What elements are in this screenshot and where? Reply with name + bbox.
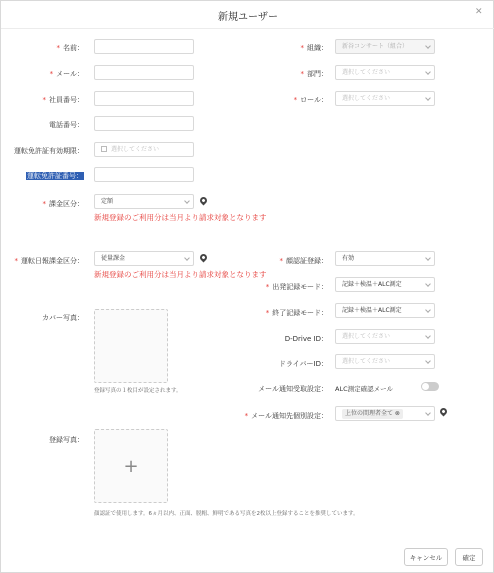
license-number-label: 運転免許証番号： bbox=[27, 172, 83, 180]
daily-report-billing-warning: 新規登録のご利用分は当月より請求対象となります bbox=[94, 270, 267, 279]
mail-target-select[interactable] bbox=[335, 406, 435, 421]
chevron-down-icon bbox=[425, 281, 431, 287]
phone-label: 電話番号： bbox=[49, 121, 84, 129]
location-pin-icon[interactable] bbox=[199, 196, 209, 206]
registration-photo-upload[interactable] bbox=[94, 429, 168, 503]
phone-input[interactable] bbox=[94, 116, 194, 131]
chevron-down-icon bbox=[184, 198, 190, 204]
chevron-down-icon bbox=[425, 410, 431, 416]
confirm-button[interactable]: 確定 bbox=[455, 548, 483, 566]
mail-setting-label: メール通知受取設定： bbox=[258, 385, 328, 393]
end-mode-label: * 終了記録モード： bbox=[265, 309, 328, 317]
location-pin-icon[interactable] bbox=[439, 407, 449, 417]
chevron-down-icon bbox=[425, 358, 431, 364]
license-expiry-datepicker[interactable]: 選択してください bbox=[94, 142, 194, 157]
mail-target-tag: 上位の間理者全て ⊗ bbox=[342, 409, 403, 419]
close-icon[interactable]: ✕ bbox=[475, 7, 483, 17]
name-label: * 名前： bbox=[56, 44, 84, 52]
license-number-input[interactable] bbox=[94, 167, 194, 182]
name-input[interactable] bbox=[94, 39, 194, 54]
mail-setting-text: ALC測定確認メール bbox=[335, 385, 393, 393]
chevron-down-icon bbox=[425, 333, 431, 339]
dialog-title: 新規ユーザー bbox=[218, 12, 278, 23]
d-drive-id-label: D-Drive ID： bbox=[284, 335, 328, 343]
registration-photo-label: 登録写真： bbox=[49, 436, 84, 444]
role-select[interactable]: 選択してください bbox=[335, 91, 435, 106]
driver-id-label: ドライバーID： bbox=[278, 360, 328, 368]
location-pin-icon[interactable] bbox=[199, 253, 209, 263]
email-input[interactable] bbox=[94, 65, 194, 80]
driver-id-select[interactable]: 選択してください bbox=[335, 354, 435, 369]
chevron-down-icon bbox=[425, 255, 431, 261]
billing-warning: 新規登録のご利用分は当月より請求対象となります bbox=[94, 213, 267, 222]
department-select[interactable]: 選択してください bbox=[335, 65, 435, 80]
registration-photo-note: 顔認証で使用します。6ヵ月以内、正面、脱帽、鮮明である写真を2枚以上登録することを推奨しています。 bbox=[94, 511, 359, 517]
license-expiry-label: 運転免許証有効期限： bbox=[14, 147, 84, 155]
mail-notify-toggle[interactable] bbox=[421, 382, 439, 391]
cover-photo-note: 登録写真の１枚目が設定されます。 bbox=[94, 388, 182, 394]
calendar-icon bbox=[101, 146, 107, 152]
employee-no-input[interactable] bbox=[94, 91, 194, 106]
email-label: * メール： bbox=[49, 70, 84, 78]
organization-select[interactable]: 新谷コンサート（組合） bbox=[335, 39, 435, 54]
billing-select[interactable]: 定額 bbox=[94, 194, 194, 209]
chevron-down-icon bbox=[425, 95, 431, 101]
organization-label: * 組織： bbox=[300, 44, 328, 52]
daily-report-billing-select[interactable]: 従量課金 bbox=[94, 251, 194, 266]
departure-mode-select[interactable]: 記録＋検温＋ALC測定 bbox=[335, 277, 435, 292]
chevron-down-icon bbox=[425, 43, 431, 49]
title-divider bbox=[1, 28, 494, 29]
end-mode-select[interactable]: 記録＋検温＋ALC測定 bbox=[335, 303, 435, 318]
employee-no-label: * 社員番号： bbox=[42, 96, 84, 104]
plus-icon: + bbox=[123, 455, 139, 477]
chevron-down-icon bbox=[425, 307, 431, 313]
chevron-down-icon bbox=[184, 255, 190, 261]
face-auth-label: * 顔認証登録： bbox=[279, 257, 328, 265]
mail-target-label: * メール通知先個別設定： bbox=[244, 412, 328, 420]
chevron-down-icon bbox=[425, 69, 431, 75]
daily-report-billing-label: * 運転日報課金区分： bbox=[14, 257, 84, 265]
face-auth-select[interactable]: 有効 bbox=[335, 251, 435, 266]
d-drive-id-select[interactable]: 選択してください bbox=[335, 329, 435, 344]
departure-mode-label: * 出発記録モード： bbox=[265, 283, 328, 291]
cover-photo-upload[interactable] bbox=[94, 309, 168, 383]
cover-photo-label: カバー写真： bbox=[42, 314, 84, 322]
role-label: * ロール： bbox=[293, 96, 328, 104]
department-label: * 部門： bbox=[300, 70, 328, 78]
billing-label: * 課金区分： bbox=[42, 200, 84, 208]
cancel-button[interactable]: キャンセル bbox=[404, 548, 448, 566]
